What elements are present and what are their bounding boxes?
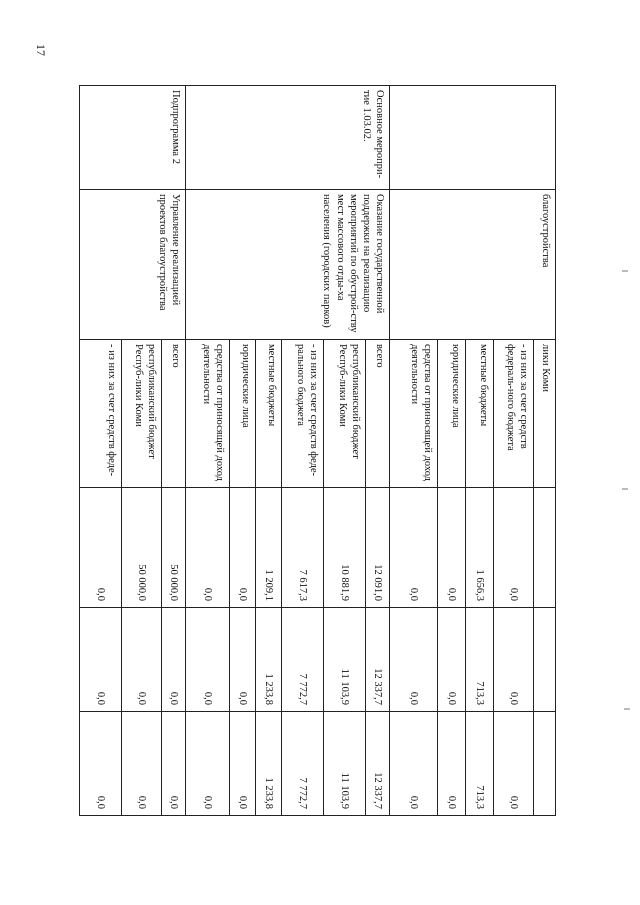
value-cell: 12 337,7: [366, 608, 390, 712]
value-cell: 0,0: [230, 488, 256, 608]
source-cell: всего: [366, 340, 390, 488]
value-cell: 1 209,1: [256, 488, 282, 608]
page-number: 17: [34, 44, 48, 56]
value-cell: 0,0: [162, 712, 186, 816]
table-row: [162, 86, 186, 816]
value-cell: 0,0: [494, 488, 534, 608]
value-cell: 7 772,7: [282, 608, 324, 712]
value-cell: [534, 608, 556, 712]
source-cell: - из них за счет средств феде-рального бюджета: [282, 340, 324, 488]
value-cell: 11 103,9: [324, 712, 366, 816]
value-cell: 0,0: [494, 712, 534, 816]
value-cell: 50 000,0: [162, 488, 186, 608]
value-cell: 7 772,7: [282, 712, 324, 816]
value-cell: 0,0: [494, 608, 534, 712]
value-cell: [534, 488, 556, 608]
value-cell: 0,0: [186, 608, 230, 712]
value-cell: 0,0: [438, 488, 466, 608]
value-cell: 1 656,3: [466, 488, 494, 608]
rotated-page-content: [80, 85, 556, 815]
value-cell: 713,3: [466, 712, 494, 816]
value-cell: 12 091,0: [366, 488, 390, 608]
source-cell: - из них за счет средств феде-: [80, 340, 122, 488]
value-cell: 0,0: [438, 712, 466, 816]
value-cell: 7 617,3: [282, 488, 324, 608]
value-cell: 0,0: [390, 488, 438, 608]
table-row: [366, 86, 390, 816]
value-cell: 0,0: [186, 488, 230, 608]
value-cell: 50 000,0: [122, 488, 162, 608]
source-cell: - из них за счет средств федераль-ного бюджета: [494, 340, 534, 488]
source-cell: местные бюджеты: [466, 340, 494, 488]
program-cell: Подпрограмма 2: [80, 86, 186, 190]
value-cell: 10 881,9: [324, 488, 366, 608]
description-cell: Оказание государственной поддержки на реализацию мероприятий по обустрой-ству мест массового отды-ха населения (городских парков): [186, 190, 390, 340]
value-cell: 0,0: [122, 608, 162, 712]
source-cell: республиканский бюджет Респуб-лики Коми: [324, 340, 366, 488]
source-cell: местные бюджеты: [256, 340, 282, 488]
value-cell: 0,0: [230, 608, 256, 712]
value-cell: 0,0: [162, 608, 186, 712]
source-cell: средства от приносящей доход деятельности: [186, 340, 230, 488]
program-cell: [390, 86, 556, 190]
value-cell: 0,0: [122, 712, 162, 816]
value-cell: 1 233,8: [256, 608, 282, 712]
value-cell: 0,0: [186, 712, 230, 816]
value-cell: 12 337,7: [366, 712, 390, 816]
value-cell: [534, 712, 556, 816]
source-cell: юридические лица: [230, 340, 256, 488]
source-cell: средства от приносящей доход деятельности: [390, 340, 438, 488]
value-cell: 0,0: [438, 608, 466, 712]
value-cell: 0,0: [390, 608, 438, 712]
source-cell: юридические лица: [438, 340, 466, 488]
source-cell: лики Коми: [534, 340, 556, 488]
value-cell: 11 103,9: [324, 608, 366, 712]
scan-mark: [624, 708, 630, 710]
scan-mark: [622, 270, 628, 272]
value-cell: 0,0: [390, 712, 438, 816]
value-cell: 0,0: [80, 488, 122, 608]
source-cell: республиканский бюджет Респуб-лики Коми: [122, 340, 162, 488]
scan-mark: [622, 488, 628, 490]
source-cell: всего: [162, 340, 186, 488]
description-cell: благоустройства: [390, 190, 556, 340]
table-row: [534, 86, 556, 816]
value-cell: 0,0: [80, 608, 122, 712]
value-cell: 0,0: [80, 712, 122, 816]
value-cell: 1 233,8: [256, 712, 282, 816]
description-cell: Управление реализацией проектов благоустройства: [80, 190, 186, 340]
program-cell: Основное меропри-тие 1.03.02.: [186, 86, 390, 190]
value-cell: 0,0: [230, 712, 256, 816]
budget-table: [79, 85, 556, 816]
value-cell: 713,3: [466, 608, 494, 712]
